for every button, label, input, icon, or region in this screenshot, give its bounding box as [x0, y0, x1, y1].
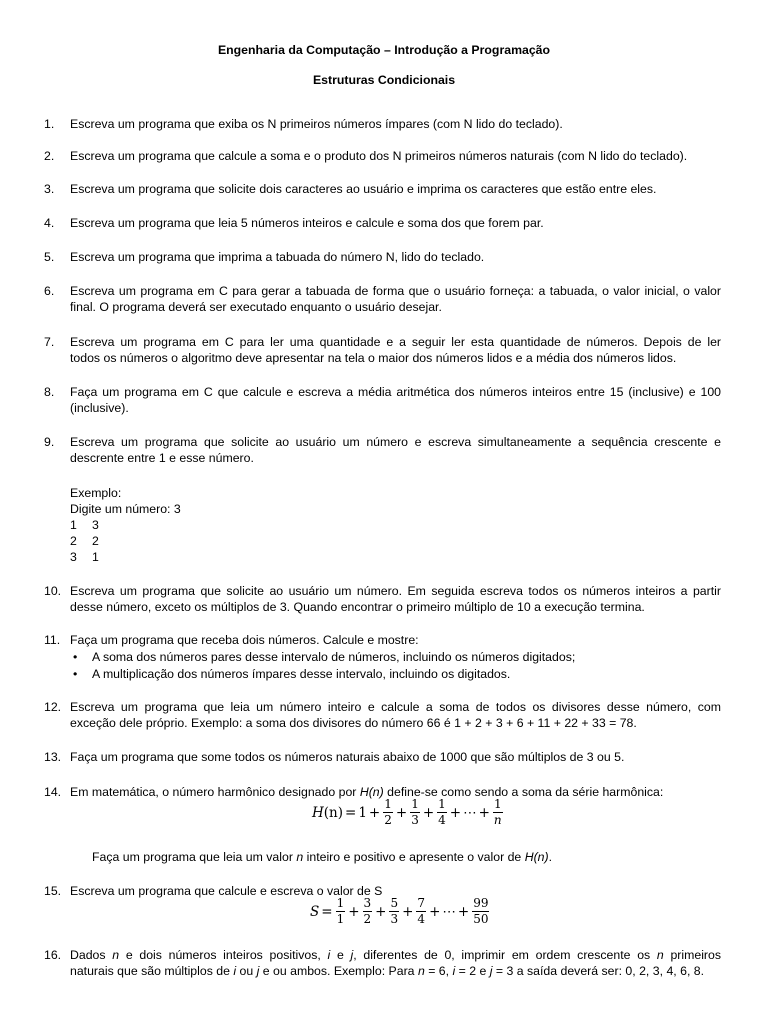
formula-operator: + — [368, 804, 381, 821]
exercise-text — [70, 699, 721, 731]
exercise-text — [70, 434, 721, 466]
formula-fraction — [437, 797, 447, 828]
text-run: e — [330, 948, 351, 962]
exercise-number: 5. — [44, 250, 55, 264]
example-cell: 3 — [92, 518, 99, 532]
formula-operator: + — [348, 903, 360, 920]
text-run: inteiro e positivo e apresente o valor de — [303, 850, 525, 864]
exercise-text: Faça um programa que receba dois números. Calcule e mostre: — [70, 633, 419, 647]
formula-symbol: S — [310, 903, 320, 920]
formula-operator: + — [429, 903, 441, 920]
exercise-text — [70, 283, 721, 315]
example-cell: 1 — [92, 550, 99, 564]
exercise-text-line: Escreva um programa que solicite ao usuário um número e escreva simultaneamente a sequência crescente e — [70, 435, 721, 449]
fraction-numerator: 1 — [336, 896, 345, 910]
exercise-number: 14. — [44, 785, 62, 799]
formula-term: 1 — [358, 804, 367, 821]
formula-operator: + — [478, 804, 490, 821]
exercise-text: Escreva um programa que calcule e escreva o valor de S — [70, 884, 383, 898]
example-row — [70, 549, 181, 565]
text-run-italic: n — [296, 850, 304, 864]
text-run: e dois números inteiros positivos, — [119, 948, 328, 962]
bullet-text: A multiplicação dos números ímpares desse intervalo, incluindo os digitados. — [92, 667, 511, 681]
fraction-numerator: 3 — [363, 896, 372, 910]
exercise-text-line: exceção dele próprio. Exemplo: a soma dos divisores do número 66 é 1 + 2 + 3 + 6 + 11 + 22 + 33 = 78. — [70, 716, 637, 730]
exercise-text — [70, 384, 721, 416]
text-run-italic: H(n) — [359, 785, 384, 799]
formula-operator: + — [375, 903, 387, 920]
exercise-text: Escreva um programa que imprima a tabuada do número N, lido do teclado. — [70, 250, 485, 264]
formula-operator: + — [395, 804, 408, 821]
exercise-number: 2. — [44, 149, 55, 163]
formula-operator: = — [345, 804, 357, 821]
example-cell: 2 — [92, 534, 99, 548]
formula-fraction — [383, 797, 393, 828]
example-row — [70, 533, 181, 549]
example-label: Exemplo: — [70, 486, 122, 500]
text-run: naturais que são múltiplos de — [70, 964, 234, 978]
exercise-text-line: final. O programa deverá ser executado enquanto o usuário desejar. — [70, 300, 442, 314]
exercise-text-line: Escreva um programa que leia um número inteiro e calcule a soma de todos os divisores desse número, com — [70, 700, 721, 714]
document-subtitle: Estruturas Condicionais — [312, 73, 456, 87]
exercise-number: 11. — [44, 633, 61, 647]
formula-symbol: H — [312, 804, 324, 821]
fraction-denominator: 4 — [417, 912, 426, 926]
text-run: , diferentes de 0, imprimir em ordem crescente os — [353, 948, 657, 962]
fraction-denominator: 1 — [336, 912, 345, 926]
exercise-text-line: descrente entre 1 e esse número. — [70, 451, 254, 465]
exercise-text: Faça um programa que some todos os números naturais abaixo de 1000 que são múltiplos de 3 ou 5. — [70, 750, 625, 764]
exercise-text-line: desse número, exceto os múltiplos de 3. Quando encontrar o primeiro múltiplo de 10 a execução termina. — [70, 600, 645, 614]
text-run-italic: i — [327, 948, 331, 962]
formula-symbol: (n) — [323, 804, 344, 821]
exercise-number: 13. — [44, 750, 62, 764]
text-run-italic: n — [417, 964, 425, 978]
exercise-text: Escreva um programa que exiba os N primeiros números ímpares (com N lido do teclado). — [70, 117, 563, 131]
bullet-text: A soma dos números pares desse intervalo de números, incluindo os números digitados; — [92, 650, 576, 664]
formula-fraction — [389, 896, 399, 927]
fraction-numerator: 1 — [411, 797, 419, 811]
example-prompt: Digite um número: 3 — [70, 502, 181, 516]
exercise-number: 15. — [44, 884, 62, 898]
formula-fraction — [363, 896, 373, 927]
harmonic-formula — [312, 797, 504, 828]
fraction-denominator: 50 — [473, 912, 489, 926]
text-run-italic: i — [233, 964, 237, 978]
text-run: Em matemática, o número harmônico designado por — [70, 785, 360, 799]
text-run: . — [548, 850, 553, 864]
text-run-italic: j — [350, 948, 354, 962]
example-cell: 1 — [70, 518, 77, 532]
text-run: Faça um programa que leia um valor — [92, 850, 297, 864]
fraction-denominator: 3 — [411, 813, 419, 827]
exercise-text: Escreva um programa que leia 5 números inteiros e calcule e soma dos que forem par. — [70, 216, 544, 230]
fraction-denominator: 4 — [438, 813, 446, 827]
fraction-numerator: 5 — [390, 896, 399, 910]
exercise-number: 9. — [44, 435, 55, 449]
example-cell: 2 — [70, 534, 77, 548]
exercise-number: 3. — [44, 182, 55, 196]
text-run-italic: j — [256, 964, 260, 978]
series-formula — [310, 896, 490, 927]
exercise-text-line: (inclusive). — [70, 401, 129, 415]
formula-operator: = — [321, 903, 333, 920]
exercise-number: 16. — [44, 948, 62, 962]
text-run-italic: n — [656, 948, 664, 962]
exercise-text: Escreva um programa que calcule a soma e o produto dos N primeiros números naturais (com N lido do teclado). — [70, 149, 688, 163]
exercise-number: 7. — [44, 335, 55, 349]
fraction-denominator: 2 — [384, 813, 392, 827]
example-row — [70, 517, 181, 533]
exercise-text-line: Escreva um programa em C para ler uma quantidade e a seguir ler esta quantidade de números. Depois de ler — [70, 335, 721, 349]
bullet-list — [70, 649, 721, 683]
example-cell: 3 — [70, 550, 77, 564]
text-run: e ou ambos. Exemplo: Para — [259, 964, 418, 978]
text-run: define-se como sendo a soma da série harmônica: — [383, 785, 664, 799]
formula-operator: + — [402, 903, 414, 920]
bullet-item — [70, 666, 721, 683]
document-title: Engenharia da Computação – Introdução a Programação — [217, 43, 551, 57]
text-run: Dados — [70, 948, 113, 962]
formula-fraction — [472, 896, 489, 927]
text-run: ou — [236, 964, 257, 978]
example-output — [70, 485, 181, 565]
exercise-number: 8. — [44, 385, 55, 399]
exercise-text-line — [70, 947, 721, 963]
bullet-icon: • — [73, 667, 78, 681]
exercise-text — [70, 334, 721, 366]
exercise-number: 4. — [44, 216, 55, 230]
exercise-text: Escreva um programa que solicite dois caracteres ao usuário e imprima os caracteres que estão entre eles. — [70, 182, 657, 196]
exercise-text-line: Escreva um programa que solicite ao usuário um número. Em seguida escreva todos os números inteiros a partir — [70, 584, 721, 598]
formula-fraction — [493, 797, 503, 828]
text-run: = 6, — [424, 964, 453, 978]
formula-ellipsis: ⋯ — [463, 804, 477, 821]
formula-fraction — [336, 896, 346, 927]
formula-operator: + — [449, 804, 462, 821]
formula-operator: + — [457, 903, 470, 920]
text-run-italic: j — [489, 964, 493, 978]
bullet-icon: • — [73, 650, 78, 664]
fraction-numerator: 1 — [438, 797, 446, 811]
fraction-numerator: 99 — [473, 896, 489, 910]
exercise-text — [70, 947, 721, 979]
text-run-italic: i — [452, 964, 456, 978]
formula-operator: + — [422, 804, 435, 821]
fraction-numerator: 7 — [417, 896, 426, 910]
text-run: primeiros — [663, 948, 722, 962]
exercise-text-line: Faça um programa em C que calcule e escreva a média aritmética dos números inteiros entre 15 (inclusive) e 100 — [70, 385, 721, 399]
exercise-number: 10. — [44, 584, 62, 598]
text-run-italic: H(n) — [524, 850, 549, 864]
text-run: = 2 e — [455, 964, 490, 978]
exercise-number: 6. — [44, 284, 55, 298]
exercise-number: 1. — [44, 117, 55, 131]
formula-fraction — [410, 797, 420, 828]
fraction-denominator: n — [493, 813, 502, 827]
exercise-text-line: Escreva um programa em C para gerar a tabuada de forma que o usuário forneça: a tabuada, o valor inicial, o valor — [70, 284, 721, 298]
bullet-item — [70, 649, 721, 666]
fraction-denominator: 2 — [363, 912, 372, 926]
exercise-14-paragraph — [92, 849, 552, 865]
fraction-numerator: 1 — [493, 797, 502, 811]
exercise-text — [70, 583, 721, 615]
exercise-text-line: todos os números o algoritmo deve apresentar na tela o maior dos números lidos e a média dos números lidos. — [70, 351, 677, 365]
text-run: = 3 a saída deverá ser: 0, 2, 3, 4, 6, 8. — [492, 964, 705, 978]
formula-fraction — [416, 896, 426, 927]
exercise-text-line — [70, 963, 721, 979]
exercise-number: 12. — [44, 700, 62, 714]
text-run-italic: n — [112, 948, 120, 962]
fraction-numerator: 1 — [384, 797, 392, 811]
fraction-denominator: 3 — [390, 912, 399, 926]
formula-ellipsis: ⋯ — [442, 903, 456, 920]
